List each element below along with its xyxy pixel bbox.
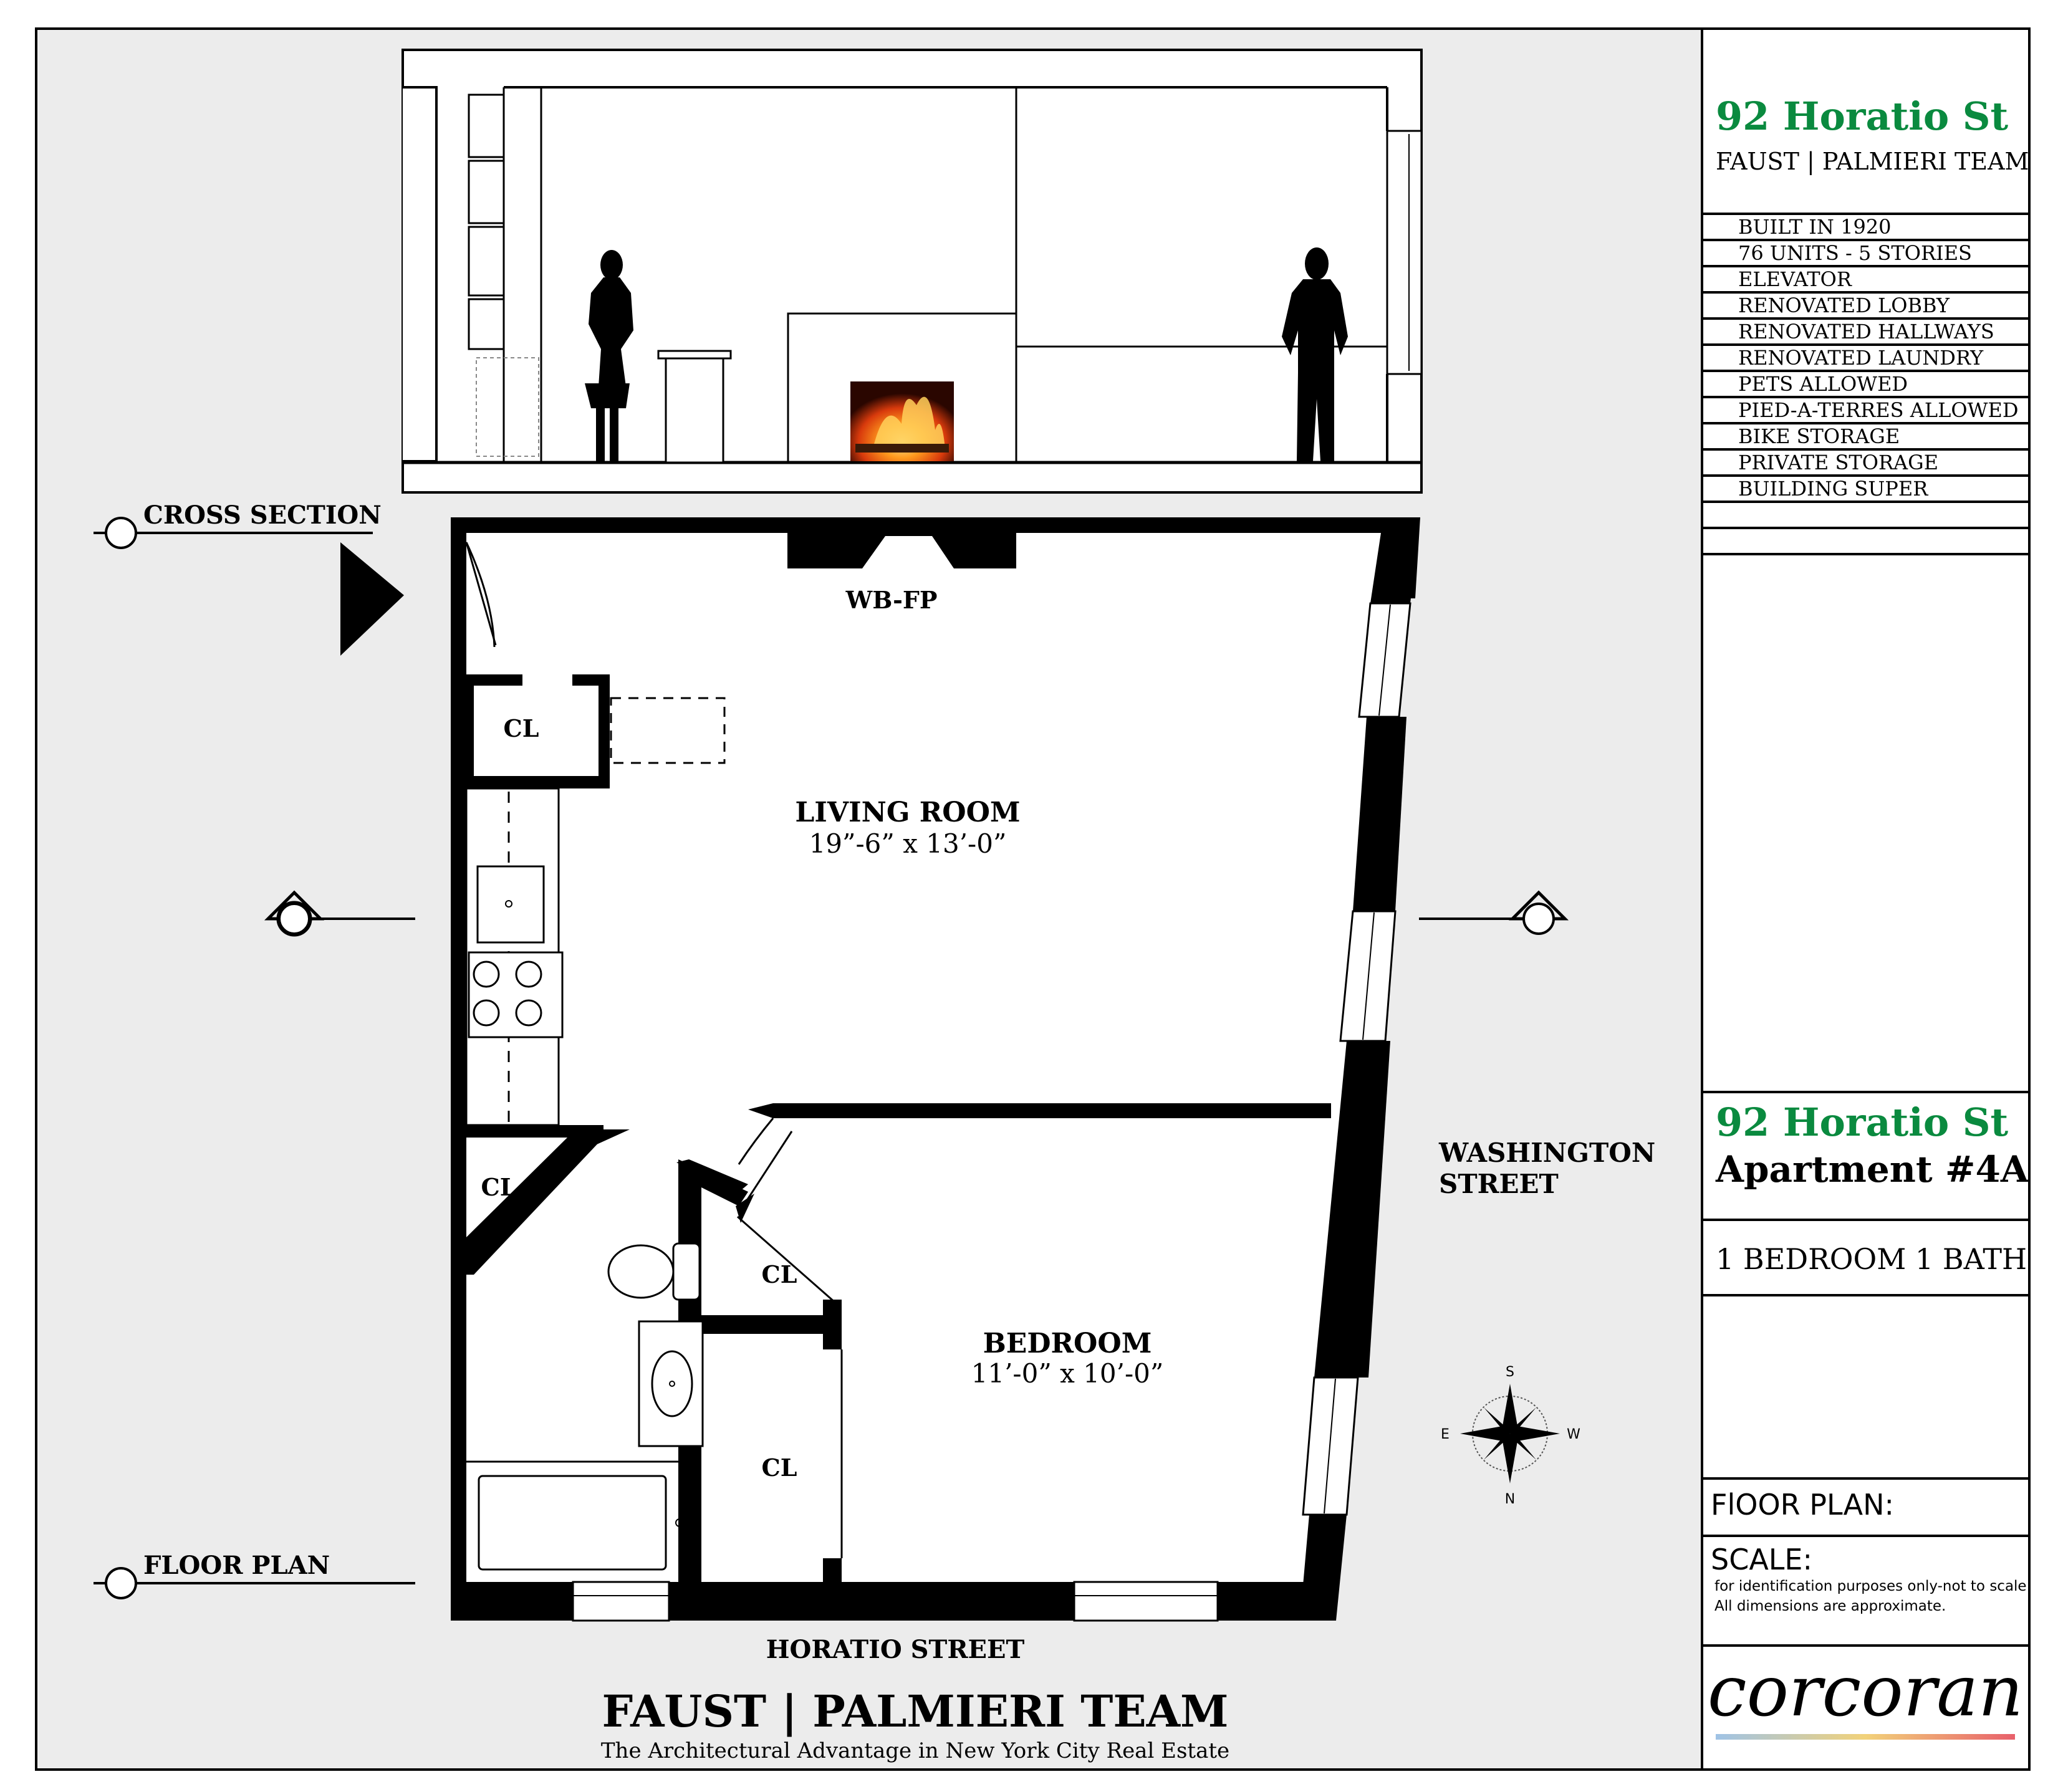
corcoran-logo: corcoran bbox=[1707, 1651, 2024, 1732]
compass-west-label: W bbox=[1567, 1427, 1580, 1442]
living-room-dimensions: 19”-6” x 13’-0” bbox=[809, 828, 1007, 859]
feature-item: PIED-A-TERRES ALLOWED bbox=[1738, 398, 2019, 422]
feature-item: BUILDING SUPER bbox=[1738, 477, 1928, 501]
compass-north-label: N bbox=[1504, 1492, 1516, 1507]
header-team: FAUST | PALMIERI TEAM bbox=[1716, 148, 2029, 175]
closet-label-living: CL bbox=[503, 714, 539, 742]
cross-section-elevation bbox=[403, 50, 1421, 492]
floor-plan-label: FLOOR PLAN bbox=[143, 1551, 330, 1580]
compass-south-label: S bbox=[1506, 1364, 1514, 1380]
header-address: 92 Horatio St bbox=[1716, 93, 2009, 139]
scale-note-2: All dimensions are approximate. bbox=[1714, 1598, 1946, 1614]
footer-tagline: The Architectural Advantage in New York City Real Estate bbox=[600, 1738, 1230, 1763]
living-room-label: LIVING ROOM bbox=[795, 797, 1021, 828]
compass-east-label: E bbox=[1441, 1427, 1450, 1442]
footer-team-name: FAUST | PALMIERI TEAM bbox=[602, 1685, 1229, 1737]
horatio-street-label: HORATIO STREET bbox=[766, 1635, 1025, 1664]
apartment-floor-plan bbox=[451, 517, 1420, 1621]
feature-item: RENOVATED HALLWAYS bbox=[1738, 320, 1994, 343]
logo-color-bar bbox=[1716, 1734, 2015, 1740]
fireplace-label: WB-FP bbox=[845, 586, 938, 614]
closet-label-bedroom-2: CL bbox=[761, 1454, 797, 1482]
scale-label: SCALE: bbox=[1711, 1543, 1812, 1576]
cross-section-label: CROSS SECTION bbox=[143, 501, 382, 530]
feature-item: ELEVATOR bbox=[1738, 267, 1852, 291]
bedroom-dimensions: 11’-0” x 10’-0” bbox=[971, 1358, 1164, 1389]
washington-street-label-2: STREET bbox=[1439, 1169, 1559, 1199]
closet-label-hall: CL bbox=[481, 1173, 517, 1201]
feature-item: BUILT IN 1920 bbox=[1738, 215, 1892, 239]
feature-item: RENOVATED LAUNDRY bbox=[1738, 346, 1984, 370]
feature-item: PRIVATE STORAGE bbox=[1738, 451, 1939, 474]
washington-street-label: WASHINGTON bbox=[1439, 1138, 1656, 1168]
feature-item: PETS ALLOWED bbox=[1738, 372, 1908, 396]
closet-label-bedroom-1: CL bbox=[761, 1260, 797, 1288]
unit-address: 92 Horatio St bbox=[1716, 1100, 2009, 1145]
unit-apartment: Apartment #4A bbox=[1716, 1148, 2029, 1191]
feature-item: RENOVATED LOBBY bbox=[1738, 294, 1950, 317]
floor-plan-title: FlOOR PLAN: bbox=[1711, 1488, 1895, 1521]
scale-note-1: for identification purposes only-not to scale bbox=[1714, 1578, 2027, 1594]
bedroom-label: BEDROOM bbox=[983, 1328, 1152, 1359]
feature-item: BIKE STORAGE bbox=[1738, 424, 1900, 448]
feature-item: 76 UNITS - 5 STORIES bbox=[1738, 241, 1972, 265]
unit-layout: 1 BEDROOM 1 BATH bbox=[1716, 1242, 2027, 1276]
section-marker-east-icon bbox=[1524, 904, 1554, 934]
